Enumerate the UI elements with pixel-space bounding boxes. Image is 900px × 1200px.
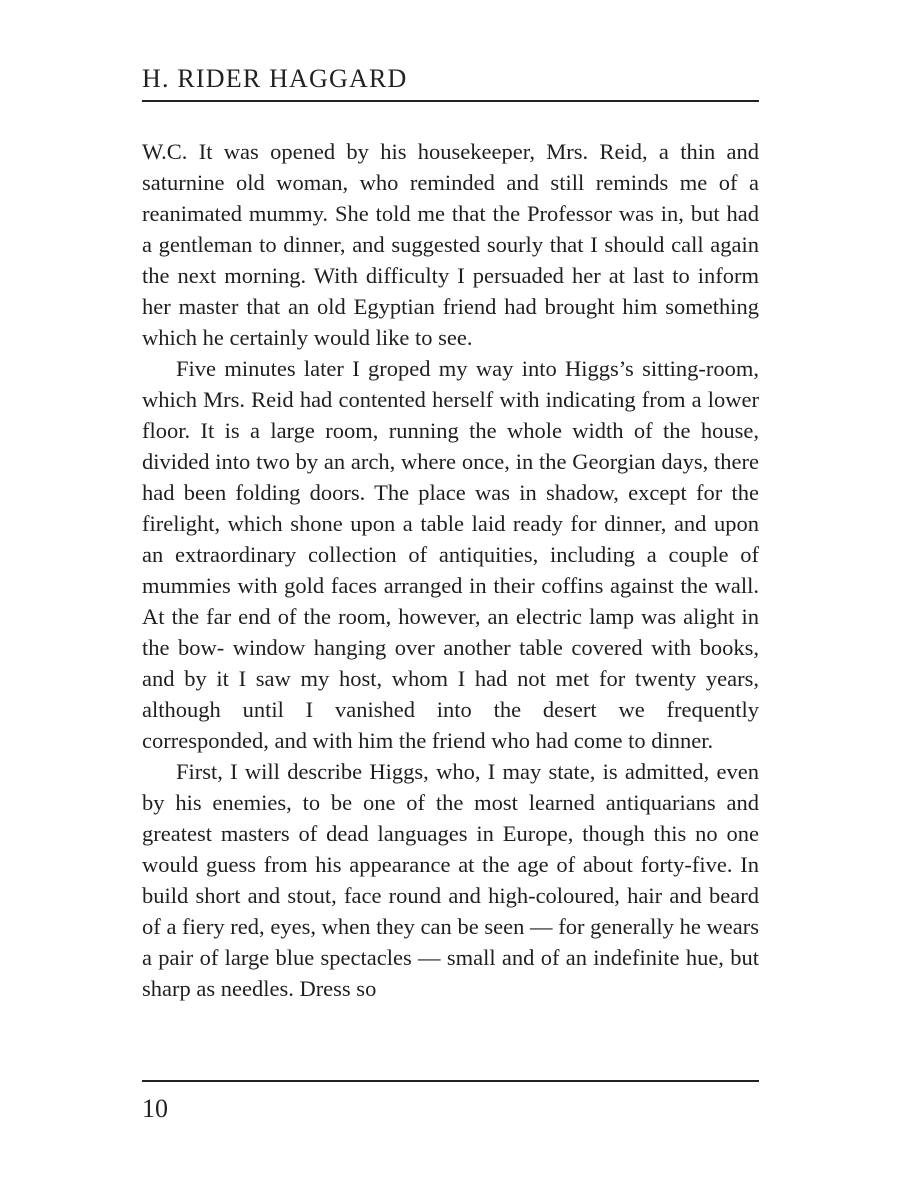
running-header-author: H. RIDER HAGGARD xyxy=(142,64,408,93)
paragraph-1: W.C. It was opened by his housekeeper, Mrs. Reid, a thin and saturnine old woman, who reminded and still reminds me of a reanimated mummy. She told me that the Professor was in, but had a gentleman to dinner, and suggested sourly that I should call again the next morning. With difficulty I persuaded her at last to inform her master that an old Egyptian friend had brought him something which he certainly would like to see. xyxy=(142,139,759,350)
page-number: 10 xyxy=(142,1094,168,1123)
footer-rule xyxy=(142,1080,759,1082)
paragraph-3: First, I will describe Higgs, who, I may state, is admitted, even by his enemies, to be one of the most learned antiquarians and greatest masters of dead languages in Europe, though this no one would guess from his appearance at the age of about forty-five. In build short and stout, face round and high-coloured, hair and beard of a fiery red, eyes, when they can be seen — for generally he wears a pair of large blue spectacles — small and of an indefinite hue, but sharp as needles. Dress so xyxy=(142,759,759,1001)
paragraph-2: Five minutes later I groped my way into Higgs’s sitting-room, which Mrs. Reid had contented herself with indicating from a lower floor. It is a large room, running the whole width of the house, divided into two by an arch, where once, in the Georgian days, there had been folding doors. The place was in shadow, except for the firelight, which shone upon a table laid ready for dinner, and upon an extraordinary collection of antiquities, including a couple of mummies with gold faces arranged in their coffins against the wall. At the far end of the room, however, an electric lamp was alight in the bow- window hanging over another table covered with books, and by it I saw my host, whom I had not met for twenty years, although until I vanished into the desert we frequently corresponded, and with him the friend who had come to dinner. xyxy=(142,356,759,753)
header-rule xyxy=(142,100,759,102)
body-text xyxy=(142,136,759,1004)
